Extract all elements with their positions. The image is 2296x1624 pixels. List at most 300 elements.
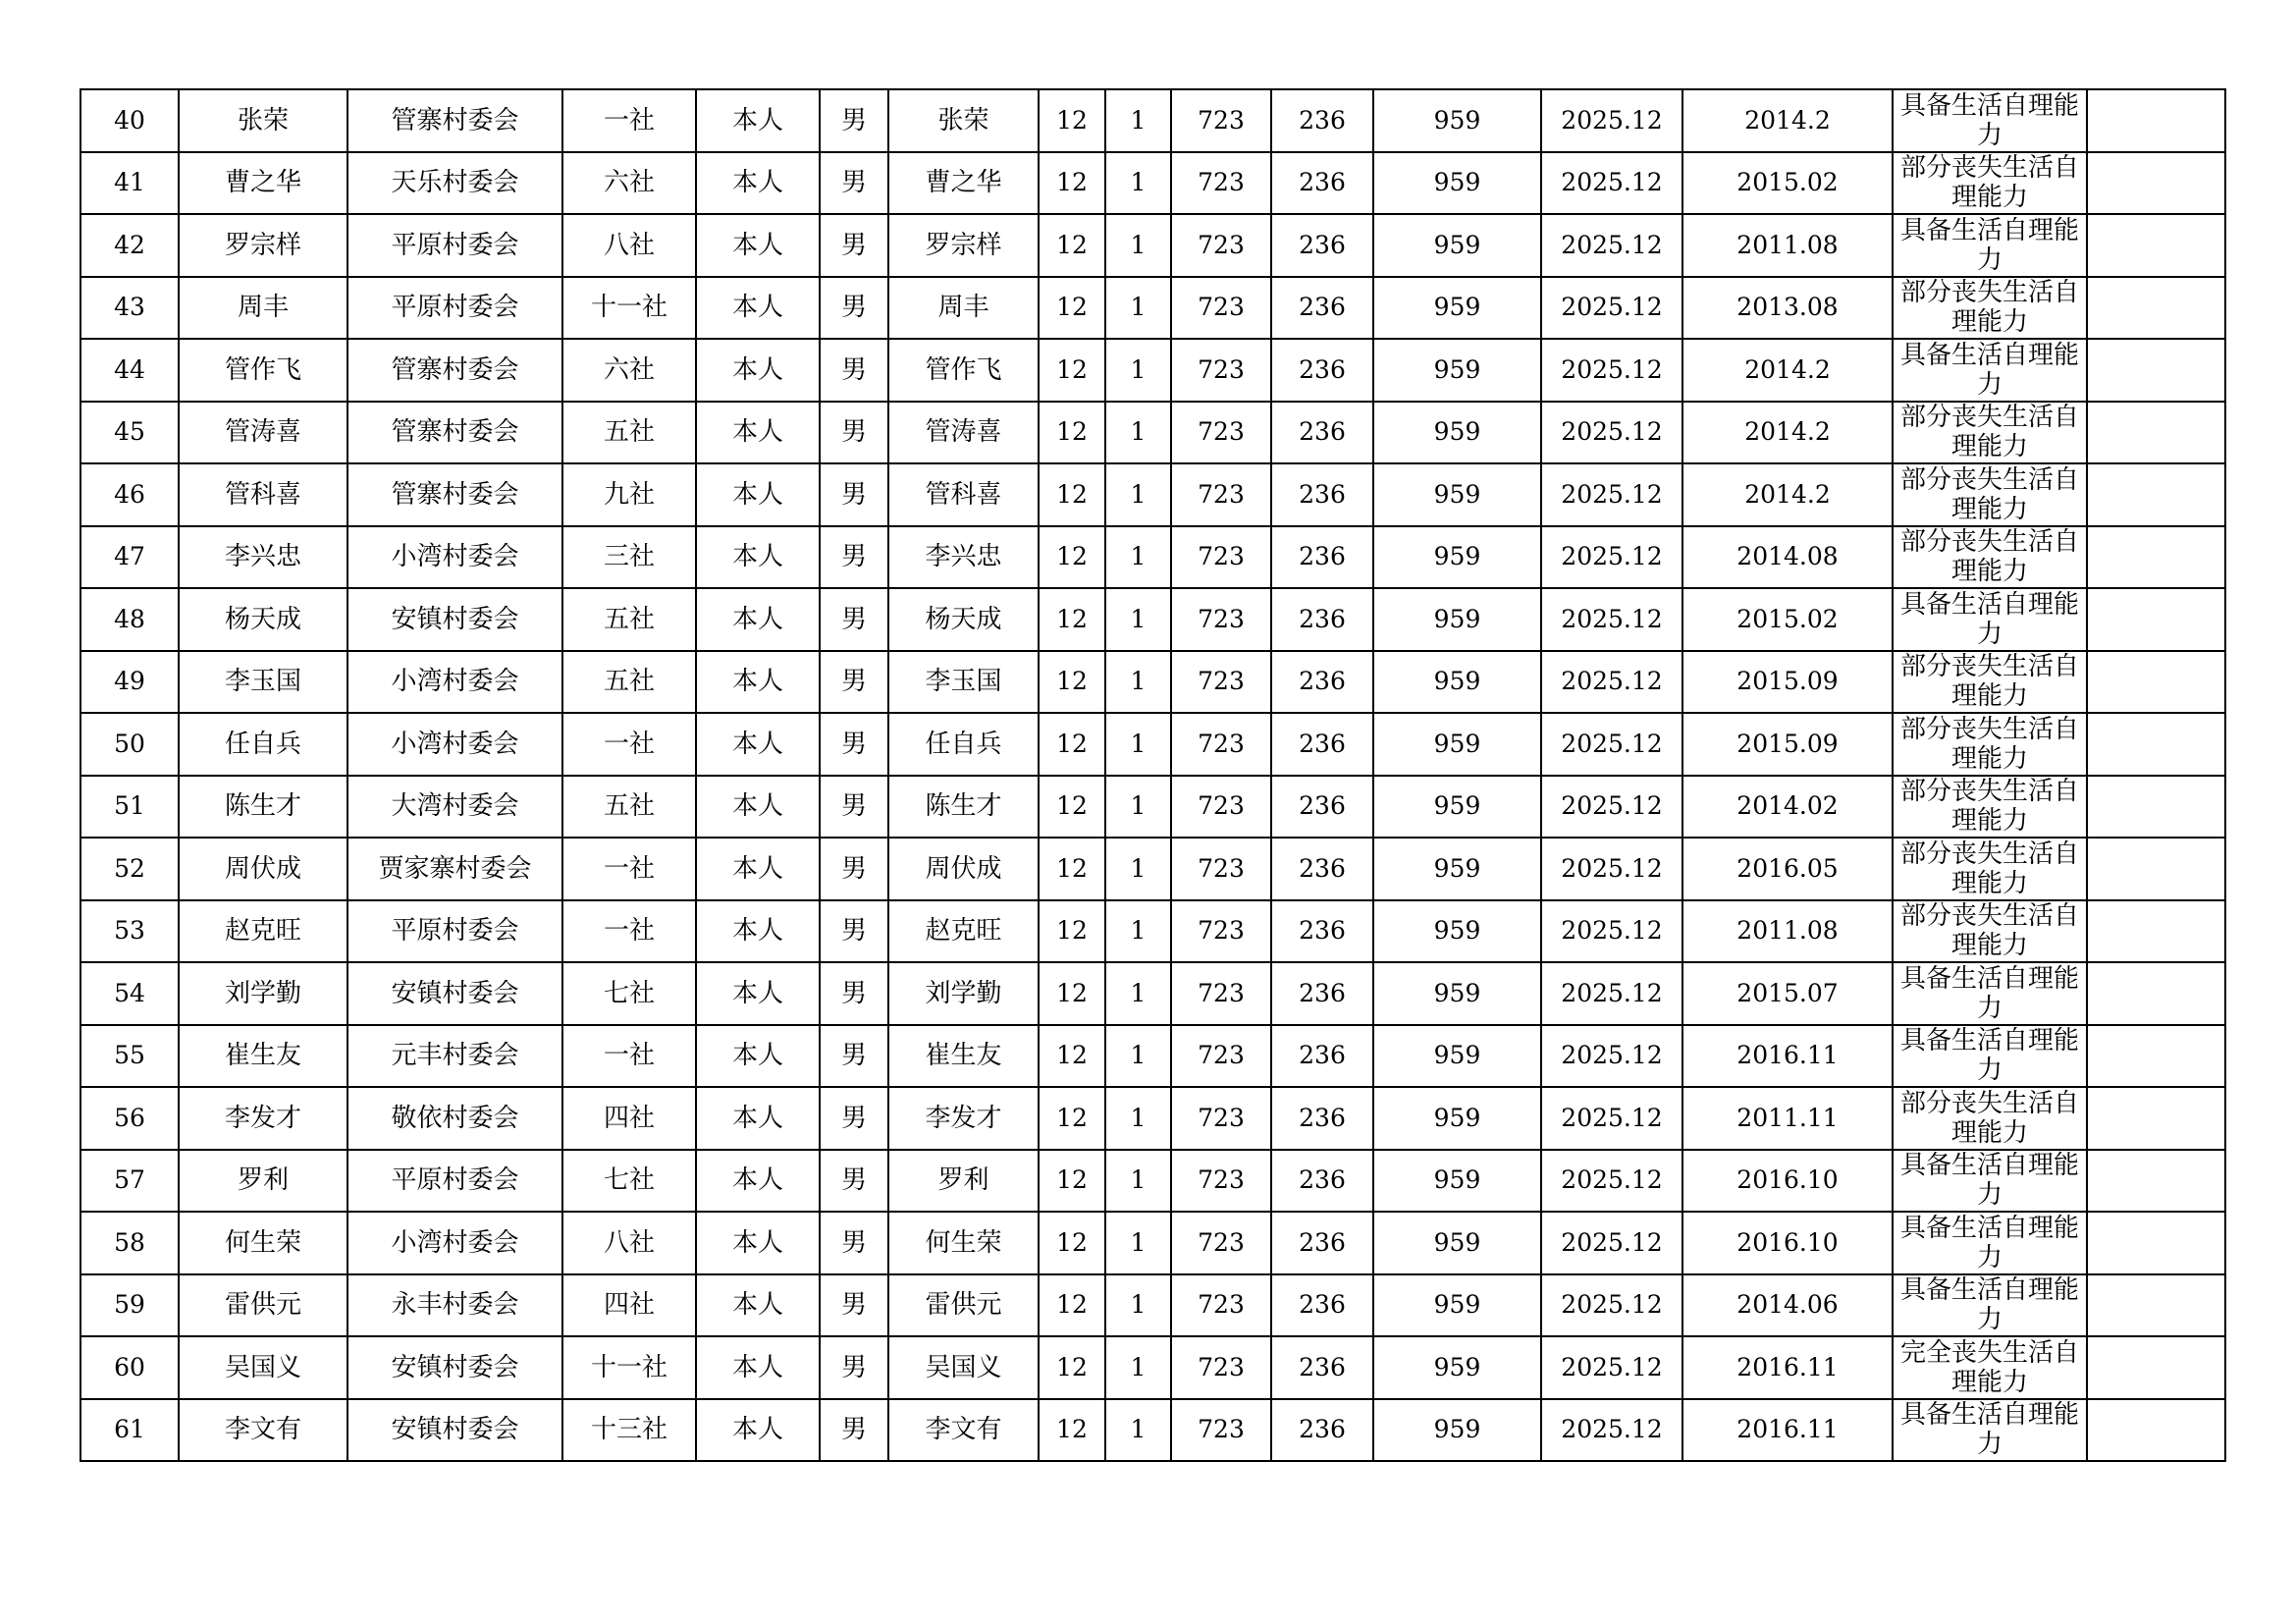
gender-cell: 男 [820, 776, 888, 839]
member-name-cell: 管科喜 [888, 463, 1039, 526]
relation-cell: 本人 [696, 463, 820, 526]
months-cell: 12 [1039, 1399, 1105, 1462]
gender-cell: 男 [820, 214, 888, 277]
start-date-cell: 2016.10 [1682, 1150, 1893, 1213]
name-cell: 周伏成 [179, 838, 347, 900]
group-cell: 四社 [562, 1274, 696, 1337]
months-cell: 12 [1039, 89, 1105, 152]
end-date-cell: 2025.12 [1541, 214, 1682, 277]
count-cell: 1 [1105, 1025, 1171, 1088]
remarks-cell [2087, 1399, 2225, 1462]
ability-cell: 部分丧失生活自理能力 [1893, 526, 2087, 589]
months-cell: 12 [1039, 1336, 1105, 1399]
table-row [80, 214, 2225, 277]
relation-cell: 本人 [696, 1087, 820, 1150]
start-date-cell: 2014.2 [1682, 402, 1893, 464]
ability-cell: 部分丧失生活自理能力 [1893, 838, 2087, 900]
ability-cell: 具备生活自理能力 [1893, 1274, 2087, 1337]
amount-b-cell: 236 [1271, 962, 1373, 1025]
village-committee-cell: 管寨村委会 [347, 339, 562, 402]
amount-a-cell: 723 [1171, 526, 1271, 589]
relation-cell: 本人 [696, 1150, 820, 1213]
count-cell: 1 [1105, 1150, 1171, 1213]
count-cell: 1 [1105, 588, 1171, 651]
amount-b-cell: 236 [1271, 339, 1373, 402]
start-date-cell: 2015.02 [1682, 152, 1893, 215]
group-cell: 九社 [562, 463, 696, 526]
ability-cell: 部分丧失生活自理能力 [1893, 463, 2087, 526]
ability-cell: 部分丧失生活自理能力 [1893, 277, 2087, 340]
ability-cell: 部分丧失生活自理能力 [1893, 713, 2087, 776]
amount-b-cell: 236 [1271, 152, 1373, 215]
remarks-cell [2087, 526, 2225, 589]
total-cell: 959 [1373, 838, 1541, 900]
relation-cell: 本人 [696, 526, 820, 589]
total-cell: 959 [1373, 1399, 1541, 1462]
start-date-cell: 2014.2 [1682, 89, 1893, 152]
record-table [80, 88, 2226, 1462]
name-cell: 陈生才 [179, 776, 347, 839]
table-row [80, 838, 2225, 900]
name-cell: 周丰 [179, 277, 347, 340]
table-row [80, 89, 2225, 152]
table-row [80, 900, 2225, 963]
gender-cell: 男 [820, 1274, 888, 1337]
serial-number-cell: 49 [80, 651, 179, 714]
group-cell: 一社 [562, 89, 696, 152]
gender-cell: 男 [820, 402, 888, 464]
serial-number-cell: 61 [80, 1399, 179, 1462]
ability-cell: 具备生活自理能力 [1893, 89, 2087, 152]
total-cell: 959 [1373, 277, 1541, 340]
relation-cell: 本人 [696, 838, 820, 900]
amount-a-cell: 723 [1171, 1150, 1271, 1213]
group-cell: 一社 [562, 1025, 696, 1088]
amount-b-cell: 236 [1271, 1399, 1373, 1462]
group-cell: 五社 [562, 402, 696, 464]
relation-cell: 本人 [696, 277, 820, 340]
months-cell: 12 [1039, 1025, 1105, 1088]
total-cell: 959 [1373, 463, 1541, 526]
table-row [80, 776, 2225, 839]
amount-b-cell: 236 [1271, 1150, 1373, 1213]
table-row [80, 588, 2225, 651]
group-cell: 七社 [562, 1150, 696, 1213]
relation-cell: 本人 [696, 89, 820, 152]
count-cell: 1 [1105, 214, 1171, 277]
end-date-cell: 2025.12 [1541, 900, 1682, 963]
village-committee-cell: 小湾村委会 [347, 526, 562, 589]
amount-a-cell: 723 [1171, 277, 1271, 340]
table-row [80, 339, 2225, 402]
gender-cell: 男 [820, 651, 888, 714]
serial-number-cell: 46 [80, 463, 179, 526]
ability-cell: 部分丧失生活自理能力 [1893, 651, 2087, 714]
ability-cell: 完全丧失生活自理能力 [1893, 1336, 2087, 1399]
months-cell: 12 [1039, 588, 1105, 651]
ability-cell: 部分丧失生活自理能力 [1893, 152, 2087, 215]
amount-a-cell: 723 [1171, 339, 1271, 402]
end-date-cell: 2025.12 [1541, 1212, 1682, 1274]
village-committee-cell: 管寨村委会 [347, 402, 562, 464]
count-cell: 1 [1105, 838, 1171, 900]
group-cell: 一社 [562, 713, 696, 776]
name-cell: 李发才 [179, 1087, 347, 1150]
end-date-cell: 2025.12 [1541, 838, 1682, 900]
months-cell: 12 [1039, 713, 1105, 776]
gender-cell: 男 [820, 1087, 888, 1150]
remarks-cell [2087, 713, 2225, 776]
gender-cell: 男 [820, 277, 888, 340]
ability-cell: 具备生活自理能力 [1893, 962, 2087, 1025]
start-date-cell: 2016.11 [1682, 1399, 1893, 1462]
village-committee-cell: 敬依村委会 [347, 1087, 562, 1150]
amount-b-cell: 236 [1271, 463, 1373, 526]
count-cell: 1 [1105, 1087, 1171, 1150]
village-committee-cell: 安镇村委会 [347, 1336, 562, 1399]
ability-cell: 部分丧失生活自理能力 [1893, 1087, 2087, 1150]
member-name-cell: 杨天成 [888, 588, 1039, 651]
total-cell: 959 [1373, 713, 1541, 776]
gender-cell: 男 [820, 339, 888, 402]
name-cell: 雷供元 [179, 1274, 347, 1337]
months-cell: 12 [1039, 776, 1105, 839]
gender-cell: 男 [820, 900, 888, 963]
end-date-cell: 2025.12 [1541, 339, 1682, 402]
total-cell: 959 [1373, 402, 1541, 464]
ability-cell: 具备生活自理能力 [1893, 1150, 2087, 1213]
months-cell: 12 [1039, 152, 1105, 215]
amount-b-cell: 236 [1271, 277, 1373, 340]
name-cell: 杨天成 [179, 588, 347, 651]
count-cell: 1 [1105, 900, 1171, 963]
serial-number-cell: 45 [80, 402, 179, 464]
amount-a-cell: 723 [1171, 1025, 1271, 1088]
serial-number-cell: 44 [80, 339, 179, 402]
record-table-body [80, 89, 2225, 1461]
count-cell: 1 [1105, 776, 1171, 839]
months-cell: 12 [1039, 900, 1105, 963]
serial-number-cell: 56 [80, 1087, 179, 1150]
total-cell: 959 [1373, 1025, 1541, 1088]
village-committee-cell: 平原村委会 [347, 1150, 562, 1213]
end-date-cell: 2025.12 [1541, 588, 1682, 651]
name-cell: 曹之华 [179, 152, 347, 215]
table-row [80, 1025, 2225, 1088]
gender-cell: 男 [820, 526, 888, 589]
gender-cell: 男 [820, 1025, 888, 1088]
name-cell: 任自兵 [179, 713, 347, 776]
start-date-cell: 2016.05 [1682, 838, 1893, 900]
member-name-cell: 曹之华 [888, 152, 1039, 215]
table-row [80, 526, 2225, 589]
group-cell: 五社 [562, 588, 696, 651]
end-date-cell: 2025.12 [1541, 1399, 1682, 1462]
ability-cell: 具备生活自理能力 [1893, 1399, 2087, 1462]
remarks-cell [2087, 402, 2225, 464]
end-date-cell: 2025.12 [1541, 651, 1682, 714]
ability-cell: 具备生活自理能力 [1893, 1212, 2087, 1274]
group-cell: 一社 [562, 900, 696, 963]
end-date-cell: 2025.12 [1541, 1336, 1682, 1399]
remarks-cell [2087, 1087, 2225, 1150]
relation-cell: 本人 [696, 588, 820, 651]
end-date-cell: 2025.12 [1541, 402, 1682, 464]
member-name-cell: 管涛喜 [888, 402, 1039, 464]
count-cell: 1 [1105, 962, 1171, 1025]
remarks-cell [2087, 214, 2225, 277]
amount-a-cell: 723 [1171, 1212, 1271, 1274]
name-cell: 罗利 [179, 1150, 347, 1213]
serial-number-cell: 52 [80, 838, 179, 900]
remarks-cell [2087, 838, 2225, 900]
months-cell: 12 [1039, 1150, 1105, 1213]
name-cell: 李文有 [179, 1399, 347, 1462]
group-cell: 一社 [562, 838, 696, 900]
amount-a-cell: 723 [1171, 402, 1271, 464]
remarks-cell [2087, 1212, 2225, 1274]
group-cell: 六社 [562, 152, 696, 215]
name-cell: 罗宗样 [179, 214, 347, 277]
village-committee-cell: 贾家寨村委会 [347, 838, 562, 900]
months-cell: 12 [1039, 402, 1105, 464]
amount-a-cell: 723 [1171, 1274, 1271, 1337]
serial-number-cell: 51 [80, 776, 179, 839]
end-date-cell: 2025.12 [1541, 962, 1682, 1025]
village-committee-cell: 天乐村委会 [347, 152, 562, 215]
start-date-cell: 2016.10 [1682, 1212, 1893, 1274]
table-row [80, 1274, 2225, 1337]
total-cell: 959 [1373, 776, 1541, 839]
end-date-cell: 2025.12 [1541, 776, 1682, 839]
relation-cell: 本人 [696, 1399, 820, 1462]
total-cell: 959 [1373, 651, 1541, 714]
name-cell: 李兴忠 [179, 526, 347, 589]
remarks-cell [2087, 339, 2225, 402]
village-committee-cell: 小湾村委会 [347, 713, 562, 776]
table-row [80, 1399, 2225, 1462]
start-date-cell: 2011.08 [1682, 214, 1893, 277]
total-cell: 959 [1373, 1087, 1541, 1150]
remarks-cell [2087, 1274, 2225, 1337]
member-name-cell: 周丰 [888, 277, 1039, 340]
months-cell: 12 [1039, 526, 1105, 589]
name-cell: 李玉国 [179, 651, 347, 714]
name-cell: 何生荣 [179, 1212, 347, 1274]
amount-b-cell: 236 [1271, 1025, 1373, 1088]
name-cell: 张荣 [179, 89, 347, 152]
remarks-cell [2087, 277, 2225, 340]
start-date-cell: 2014.06 [1682, 1274, 1893, 1337]
remarks-cell [2087, 1336, 2225, 1399]
total-cell: 959 [1373, 1150, 1541, 1213]
relation-cell: 本人 [696, 900, 820, 963]
table-row [80, 277, 2225, 340]
relation-cell: 本人 [696, 339, 820, 402]
member-name-cell: 张荣 [888, 89, 1039, 152]
village-committee-cell: 平原村委会 [347, 277, 562, 340]
amount-a-cell: 723 [1171, 1399, 1271, 1462]
start-date-cell: 2014.2 [1682, 339, 1893, 402]
table-row [80, 651, 2225, 714]
end-date-cell: 2025.12 [1541, 713, 1682, 776]
village-committee-cell: 安镇村委会 [347, 588, 562, 651]
serial-number-cell: 59 [80, 1274, 179, 1337]
serial-number-cell: 55 [80, 1025, 179, 1088]
village-committee-cell: 安镇村委会 [347, 1399, 562, 1462]
serial-number-cell: 48 [80, 588, 179, 651]
amount-b-cell: 236 [1271, 713, 1373, 776]
ability-cell: 具备生活自理能力 [1893, 214, 2087, 277]
end-date-cell: 2025.12 [1541, 89, 1682, 152]
total-cell: 959 [1373, 214, 1541, 277]
amount-a-cell: 723 [1171, 776, 1271, 839]
member-name-cell: 雷供元 [888, 1274, 1039, 1337]
ability-cell: 部分丧失生活自理能力 [1893, 900, 2087, 963]
amount-b-cell: 236 [1271, 1212, 1373, 1274]
member-name-cell: 何生荣 [888, 1212, 1039, 1274]
group-cell: 五社 [562, 651, 696, 714]
serial-number-cell: 57 [80, 1150, 179, 1213]
start-date-cell: 2013.08 [1682, 277, 1893, 340]
serial-number-cell: 58 [80, 1212, 179, 1274]
count-cell: 1 [1105, 89, 1171, 152]
member-name-cell: 周伏成 [888, 838, 1039, 900]
amount-a-cell: 723 [1171, 962, 1271, 1025]
total-cell: 959 [1373, 339, 1541, 402]
months-cell: 12 [1039, 838, 1105, 900]
amount-a-cell: 723 [1171, 152, 1271, 215]
village-committee-cell: 管寨村委会 [347, 463, 562, 526]
table-row [80, 1087, 2225, 1150]
group-cell: 六社 [562, 339, 696, 402]
months-cell: 12 [1039, 1274, 1105, 1337]
end-date-cell: 2025.12 [1541, 152, 1682, 215]
start-date-cell: 2015.09 [1682, 651, 1893, 714]
member-name-cell: 罗宗样 [888, 214, 1039, 277]
ability-cell: 具备生活自理能力 [1893, 1025, 2087, 1088]
serial-number-cell: 41 [80, 152, 179, 215]
name-cell: 管科喜 [179, 463, 347, 526]
total-cell: 959 [1373, 526, 1541, 589]
name-cell: 刘学勤 [179, 962, 347, 1025]
table-row [80, 463, 2225, 526]
end-date-cell: 2025.12 [1541, 526, 1682, 589]
remarks-cell [2087, 588, 2225, 651]
start-date-cell: 2015.09 [1682, 713, 1893, 776]
relation-cell: 本人 [696, 1336, 820, 1399]
remarks-cell [2087, 463, 2225, 526]
amount-a-cell: 723 [1171, 651, 1271, 714]
relation-cell: 本人 [696, 1274, 820, 1337]
amount-b-cell: 236 [1271, 588, 1373, 651]
gender-cell: 男 [820, 463, 888, 526]
serial-number-cell: 43 [80, 277, 179, 340]
total-cell: 959 [1373, 1274, 1541, 1337]
start-date-cell: 2016.11 [1682, 1025, 1893, 1088]
group-cell: 五社 [562, 776, 696, 839]
remarks-cell [2087, 900, 2225, 963]
amount-b-cell: 236 [1271, 776, 1373, 839]
total-cell: 959 [1373, 89, 1541, 152]
gender-cell: 男 [820, 1212, 888, 1274]
village-committee-cell: 小湾村委会 [347, 1212, 562, 1274]
count-cell: 1 [1105, 1274, 1171, 1337]
village-committee-cell: 永丰村委会 [347, 1274, 562, 1337]
months-cell: 12 [1039, 277, 1105, 340]
serial-number-cell: 47 [80, 526, 179, 589]
member-name-cell: 罗利 [888, 1150, 1039, 1213]
amount-b-cell: 236 [1271, 651, 1373, 714]
relation-cell: 本人 [696, 651, 820, 714]
count-cell: 1 [1105, 152, 1171, 215]
start-date-cell: 2014.08 [1682, 526, 1893, 589]
member-name-cell: 李文有 [888, 1399, 1039, 1462]
table-row [80, 1150, 2225, 1213]
name-cell: 崔生友 [179, 1025, 347, 1088]
gender-cell: 男 [820, 713, 888, 776]
village-committee-cell: 大湾村委会 [347, 776, 562, 839]
remarks-cell [2087, 1150, 2225, 1213]
name-cell: 管作飞 [179, 339, 347, 402]
count-cell: 1 [1105, 1336, 1171, 1399]
amount-a-cell: 723 [1171, 214, 1271, 277]
amount-b-cell: 236 [1271, 1087, 1373, 1150]
group-cell: 八社 [562, 214, 696, 277]
village-committee-cell: 安镇村委会 [347, 962, 562, 1025]
months-cell: 12 [1039, 1212, 1105, 1274]
relation-cell: 本人 [696, 713, 820, 776]
member-name-cell: 管作飞 [888, 339, 1039, 402]
member-name-cell: 陈生才 [888, 776, 1039, 839]
amount-a-cell: 723 [1171, 900, 1271, 963]
count-cell: 1 [1105, 526, 1171, 589]
gender-cell: 男 [820, 1336, 888, 1399]
name-cell: 管涛喜 [179, 402, 347, 464]
start-date-cell: 2011.08 [1682, 900, 1893, 963]
gender-cell: 男 [820, 1150, 888, 1213]
group-cell: 七社 [562, 962, 696, 1025]
village-committee-cell: 平原村委会 [347, 900, 562, 963]
remarks-cell [2087, 651, 2225, 714]
name-cell: 吴国义 [179, 1336, 347, 1399]
amount-b-cell: 236 [1271, 89, 1373, 152]
amount-b-cell: 236 [1271, 838, 1373, 900]
count-cell: 1 [1105, 339, 1171, 402]
relation-cell: 本人 [696, 214, 820, 277]
months-cell: 12 [1039, 339, 1105, 402]
table-row [80, 1212, 2225, 1274]
group-cell: 八社 [562, 1212, 696, 1274]
amount-b-cell: 236 [1271, 1336, 1373, 1399]
amount-b-cell: 236 [1271, 900, 1373, 963]
count-cell: 1 [1105, 713, 1171, 776]
start-date-cell: 2015.02 [1682, 588, 1893, 651]
relation-cell: 本人 [696, 152, 820, 215]
months-cell: 12 [1039, 463, 1105, 526]
table-row [80, 962, 2225, 1025]
name-cell: 赵克旺 [179, 900, 347, 963]
serial-number-cell: 54 [80, 962, 179, 1025]
count-cell: 1 [1105, 1399, 1171, 1462]
relation-cell: 本人 [696, 402, 820, 464]
village-committee-cell: 平原村委会 [347, 214, 562, 277]
group-cell: 十三社 [562, 1399, 696, 1462]
end-date-cell: 2025.12 [1541, 1274, 1682, 1337]
gender-cell: 男 [820, 838, 888, 900]
total-cell: 959 [1373, 1336, 1541, 1399]
relation-cell: 本人 [696, 1212, 820, 1274]
